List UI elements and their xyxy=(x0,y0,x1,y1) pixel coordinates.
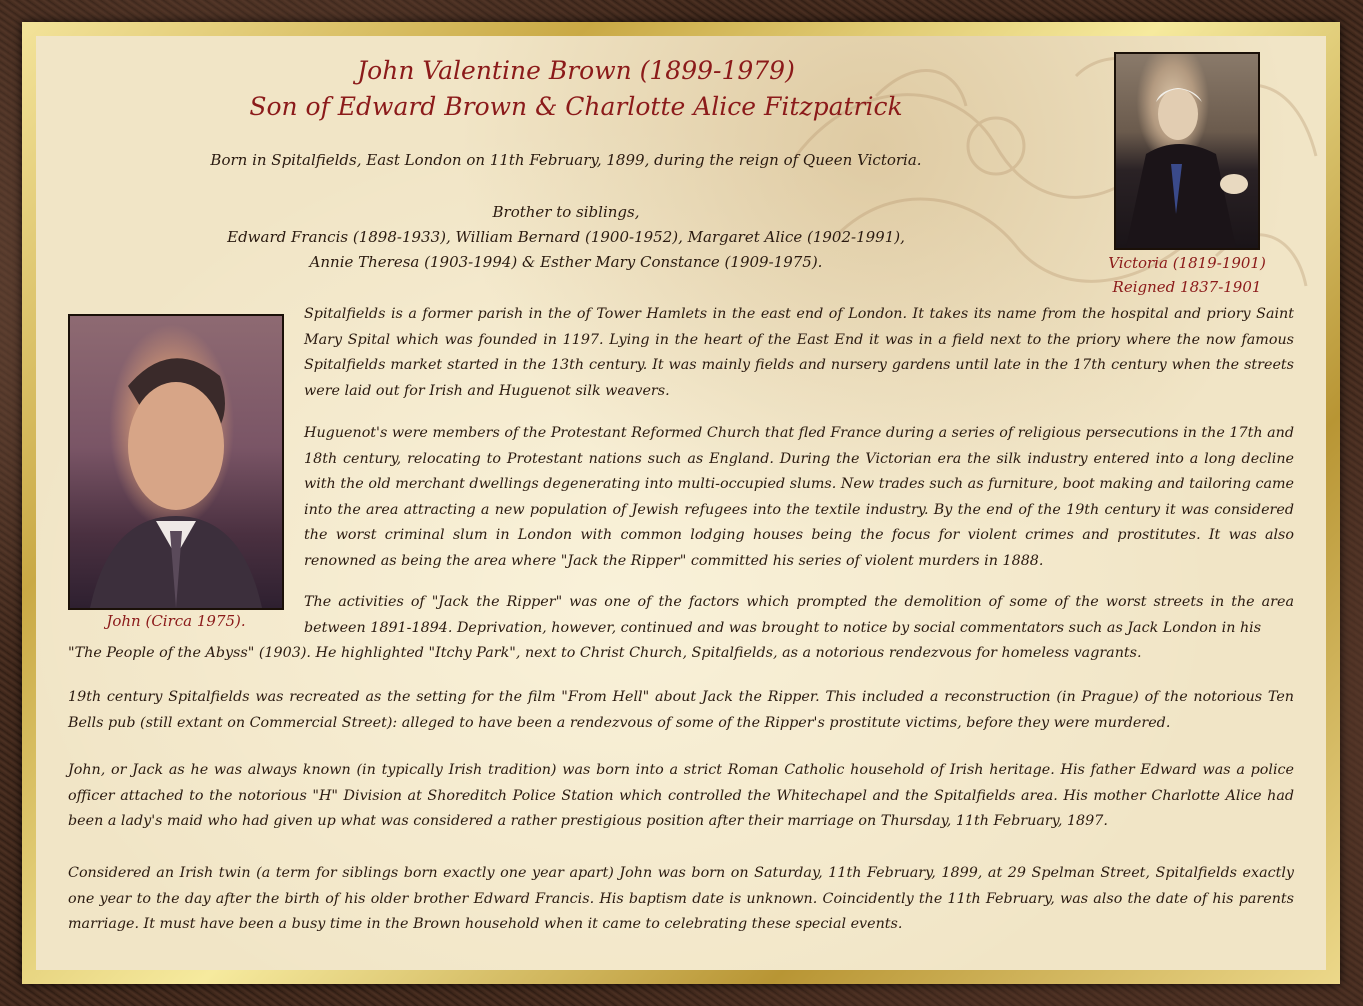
john-caption: John (Circa 1975). xyxy=(106,612,246,630)
paragraph-spitalfields: Spitalfields is a former parish in the of Tower Hamlets in the east end of London. It takes its name from the hospital and priory Saint Mary Spital which was founded in 1197. Lying in the heart of the East End it was in a field next to the priory where the now famous Spitalfields market started in the 13th century. It was mainly fields and nursery gardens until late in the 17th century when the streets were laid out for Irish and Huguenot silk weavers. xyxy=(304,306,1294,399)
siblings-list-line1: Edward Francis (1898-1933), William Bernard (1900-1952), Margaret Alice (1902-1991), xyxy=(227,228,905,246)
parchment-page xyxy=(36,36,1326,970)
page-title: John Valentine Brown (1899-1979) xyxy=(357,56,795,85)
paragraph-from-hell: 19th century Spitalfields was recreated as the setting for the film "From Hell" about Jack the Ripper. This included a reconstruction (in Prague) of the notorious Ten Bells pub (still extant on Commercial Street): alleged to have been a rendezvous of some of the Ripper's prostitute victims, before they were murdered. xyxy=(68,689,1294,731)
victoria-caption-reign: Reigned 1837-1901 xyxy=(1112,278,1262,296)
siblings-heading: Brother to siblings, xyxy=(492,203,640,221)
page-subtitle: Son of Edward Brown & Charlotte Alice Fitzpatrick xyxy=(249,92,903,121)
birth-statement: Born in Spitalfields, East London on 11th February, 1899, during the reign of Queen Victoria. xyxy=(210,151,922,169)
siblings-list-line2: Annie Theresa (1903-1994) & Esther Mary Constance (1909-1975). xyxy=(309,253,823,271)
john-portrait xyxy=(68,314,284,610)
victoria-caption-dates: Victoria (1819-1901) xyxy=(1108,254,1266,272)
paragraph-ripper: The activities of "Jack the Ripper" was one of the factors which prompted the demolition of some of the worst streets in the area between 1891-1894. Deprivation, however, continued and was brought to notice by social commentators such as Jack London in his xyxy=(304,594,1294,636)
victoria-portrait xyxy=(1114,52,1260,250)
paragraph-huguenots: Huguenot's were members of the Protestant Reformed Church that fled France during a series of religious persecutions in the 17th and 18th century, relocating to Protestant nations such as England. During the Victorian era the silk industry entered into a long decline with the old merchant dwellings degenerating into multi-occupied slums. New trades such as furniture, boot making and tailoring came into the area attracting a new population of Jewish refugees into the textile industry. By the end of the 19th century it was considered the worst criminal slum in London with common lodging houses being the focus for violent crimes and prostitutes. It was also renowned as being the area where "Jack the Ripper" committed his series of violent murders in 1888. xyxy=(304,425,1294,569)
paragraph-family: John, or Jack as he was always known (in typically Irish tradition) was born into a strict Roman Catholic household of Irish heritage. His father Edward was a police officer attached to the notorious "H" Division at Shoreditch Police Station which controlled the Whitechapel and the Spitalfields area. His mother Charlotte Alice had been a lady's maid who had given up what was considered a rather prestigious position after their marriage on Thursday, 11th February, 1897. xyxy=(68,762,1294,830)
paragraph-irish-twin: Considered an Irish twin (a term for siblings born exactly one year apart) John was born on Saturday, 11th February, 1899, at 29 Spelman Street, Spitalfields exactly one year to the day after the birth of his older brother Edward Francis. His baptism date is unknown. Coincidently the 11th February, was also the date of his parents marriage. It must have been a busy time in the Brown household when it came to celebrating these special events. xyxy=(68,865,1294,933)
paragraph-abyss: "The People of the Abyss" (1903). He highlighted "Itchy Park", next to Christ Church, Spitalfields, as a notorious rendezvous for homeless vagrants. xyxy=(68,645,1142,661)
